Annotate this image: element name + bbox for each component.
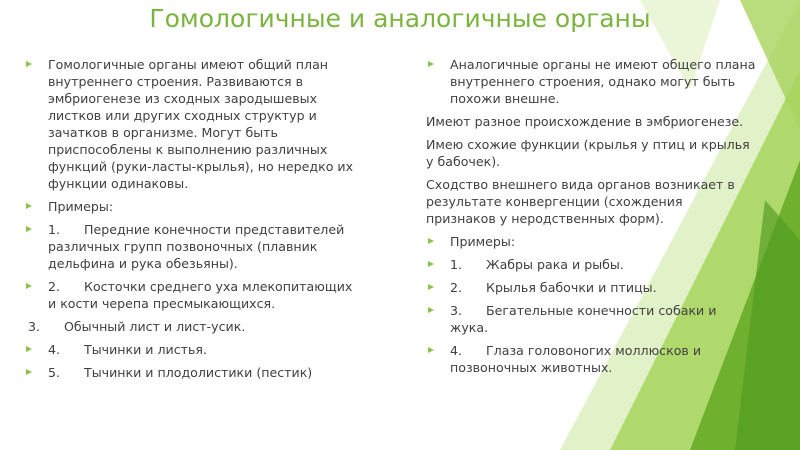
item-text: Крылья бабочки и птицы. xyxy=(486,280,657,295)
slide-title: Гомологичные и аналогичные органы xyxy=(149,4,651,33)
origin-text: Имеют разное происхождение в эмбриогенезе. xyxy=(426,114,744,129)
item-text: Бегательные конечности собаки и жука. xyxy=(450,303,717,335)
item-number: 3. xyxy=(450,303,463,318)
list-item xyxy=(24,318,364,335)
item-number: 3. xyxy=(28,319,41,334)
homologous-intro: Гомологичные органы имеют общий план внутреннего строения. Развиваются в эмбриогенезе из сходных зародышевых листков или других сходных структур и зачатков в организме. Могут быть приспособлены к выполнению различных функций (руки-ласты-крылья), но нередко их функции одинаковы. xyxy=(48,57,354,191)
item-number: 2. xyxy=(450,280,463,295)
list-item xyxy=(426,256,756,273)
item-number: 5. xyxy=(48,365,61,380)
analogous-intro: Аналогичные органы не имеют общего плана внутреннего строения, однако могут быть похожи внешне. xyxy=(450,57,756,106)
item-text: Передние конечности представителей различных групп позвоночных (плавник дельфина и рука обезьяны). xyxy=(48,222,345,271)
item-number: 1. xyxy=(48,222,61,237)
examples-label: Примеры: xyxy=(48,199,114,214)
analogous-column xyxy=(426,56,756,382)
list-item xyxy=(24,364,364,381)
list-item xyxy=(24,56,364,192)
list-item xyxy=(426,56,756,107)
item-text: Тычинки и листья. xyxy=(84,342,207,357)
homologous-column xyxy=(24,56,364,387)
list-item xyxy=(426,342,756,376)
item-number: 1. xyxy=(450,257,463,272)
item-text: Косточки среднего уха млекопитающих и кости черепа пресмыкающихся. xyxy=(48,279,353,311)
examples-label: Примеры: xyxy=(450,234,516,249)
list-item xyxy=(24,198,364,215)
list-item xyxy=(24,341,364,358)
paragraph xyxy=(426,136,756,170)
list-item xyxy=(426,302,756,336)
item-text: Жабры рака и рыбы. xyxy=(486,257,624,272)
convergence-text: Сходство внешнего вида органов возникает в результате конвергенции (схождения признаков у неродственных форм). xyxy=(426,177,735,226)
item-number: 4. xyxy=(450,343,463,358)
paragraph xyxy=(426,113,756,130)
item-text: Глаза головоногих моллюсков и позвоночных животных. xyxy=(450,343,702,375)
list-item xyxy=(24,278,364,312)
item-number: 4. xyxy=(48,342,61,357)
list-item xyxy=(426,279,756,296)
list-item xyxy=(426,233,756,250)
item-number: 2. xyxy=(48,279,61,294)
list-item xyxy=(24,221,364,272)
paragraph xyxy=(426,176,756,227)
function-text: Имею схожие функции (крылья у птиц и крылья у бабочек). xyxy=(426,137,750,169)
item-text: Тычинки и плодолистики (пестик) xyxy=(84,365,313,380)
item-text: Обычный лист и лист-усик. xyxy=(64,319,246,334)
